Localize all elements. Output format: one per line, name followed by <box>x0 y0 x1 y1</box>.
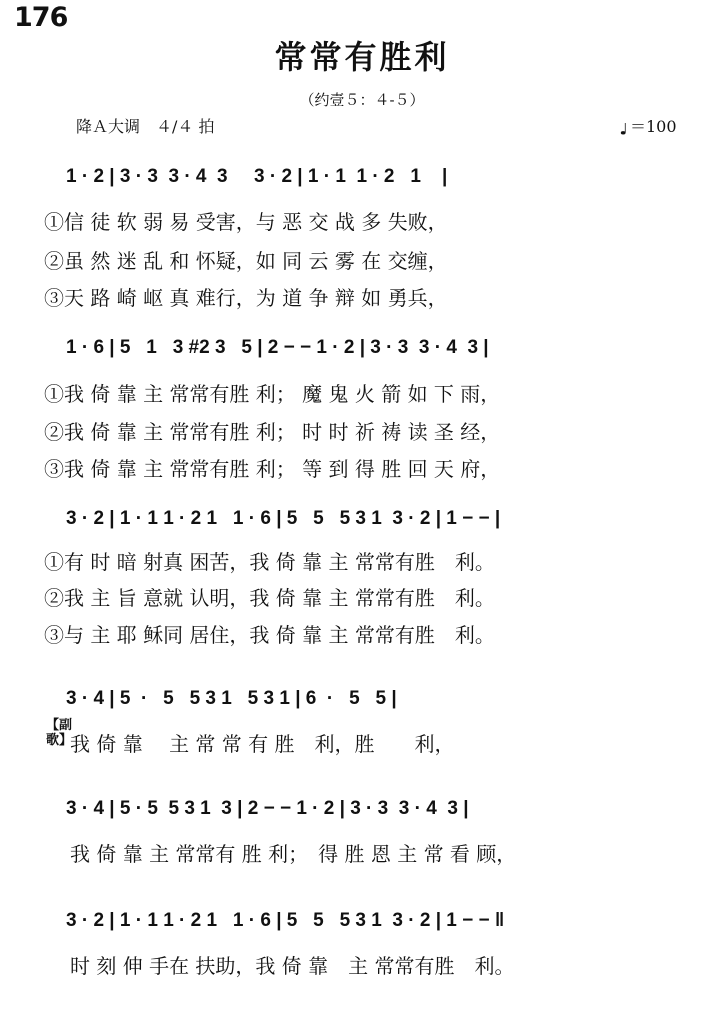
notation-line-4: 3 · 4 | 5 · 5 5 3 1 5 3 1 | 6 · 5 5 | <box>66 688 397 709</box>
notation-line-5: 3 · 4 | 5 · 5 5 3 1 3 | 2 − − 1 · 2 | 3 · 3 3 · 4 3 | <box>66 798 469 819</box>
lyric-line-1-1: ①信 徒 软 弱 易 受害，与 恶 交 战 多 失败， <box>44 210 448 234</box>
key-and-meter: 降Ａ大调 ４/４ 拍 <box>76 117 215 136</box>
lyric-line-6-1: 时 刻 伸 手在 扶助，我 倚 靠 主 常常有胜 利。 <box>70 954 515 978</box>
lyric-line-3-2: ②我 主 旨 意就 认明，我 倚 靠 主 常常有胜 利。 <box>44 586 495 610</box>
lyric-line-2-1: ①我 倚 靠 主 常常有胜 利； 魔 鬼 火 箭 如 下 雨， <box>44 382 501 406</box>
hymn-title: 常常有胜利 <box>274 38 450 76</box>
notation-line-6: 3 · 2 | 1 · 1 1 · 2 1 1 · 6 | 5 5 5 3 1 3 · 2 | 1 − − ‖ <box>66 910 505 931</box>
notation-line-3: 3 · 2 | 1 · 1 1 · 2 1 1 · 6 | 5 5 5 3 1 3 · 2 | 1 − − | <box>66 508 501 529</box>
lyric-line-5-1: 我 倚 靠 主 常常有 胜 利； 得 胜 恩 主 常 看 顾， <box>70 842 517 866</box>
tempo-marking <box>618 114 677 137</box>
notation-line-1: 1 · 2 | 3 · 3 3 · 4 3 3 · 2 | 1 · 1 1 · 2 1 | <box>66 166 448 187</box>
quarter-note-icon <box>618 123 630 135</box>
lyric-line-1-3: ③天 路 崎 岖 真 难行，为 道 争 辩 如 勇兵， <box>44 286 448 310</box>
lyric-line-3-3: ③与 主 耶 稣同 居住，我 倚 靠 主 常常有胜 利。 <box>44 623 495 647</box>
lyric-line-3-1: ①有 时 暗 射真 困苦，我 倚 靠 主 常常有胜 利。 <box>44 550 495 574</box>
lyric-line-1-2: ②虽 然 迷 乱 和 怀疑，如 同 云 雾 在 交缠， <box>44 249 448 273</box>
lyric-line-2-2: ②我 倚 靠 主 常常有胜 利； 时 时 祈 祷 读 圣 经， <box>44 420 501 444</box>
tempo-value: ＝100 <box>630 117 677 136</box>
lyric-line-4-1: 我 倚 靠 主 常 常 有 胜 利，胜 利， <box>70 732 455 756</box>
lyric-line-2-3: ③我 倚 靠 主 常常有胜 利； 等 到 得 胜 回 天 府， <box>44 457 501 481</box>
scripture-reference: （约壹５：４-５） <box>299 91 425 109</box>
chorus-label: 【副歌】 <box>46 718 73 748</box>
page-number: 176 <box>14 2 68 33</box>
notation-line-2: 1 · 6 | 5 1 3 #2 3 5 | 2 − − 1 · 2 | 3 · 3 3 · 4 3 | <box>66 337 489 358</box>
